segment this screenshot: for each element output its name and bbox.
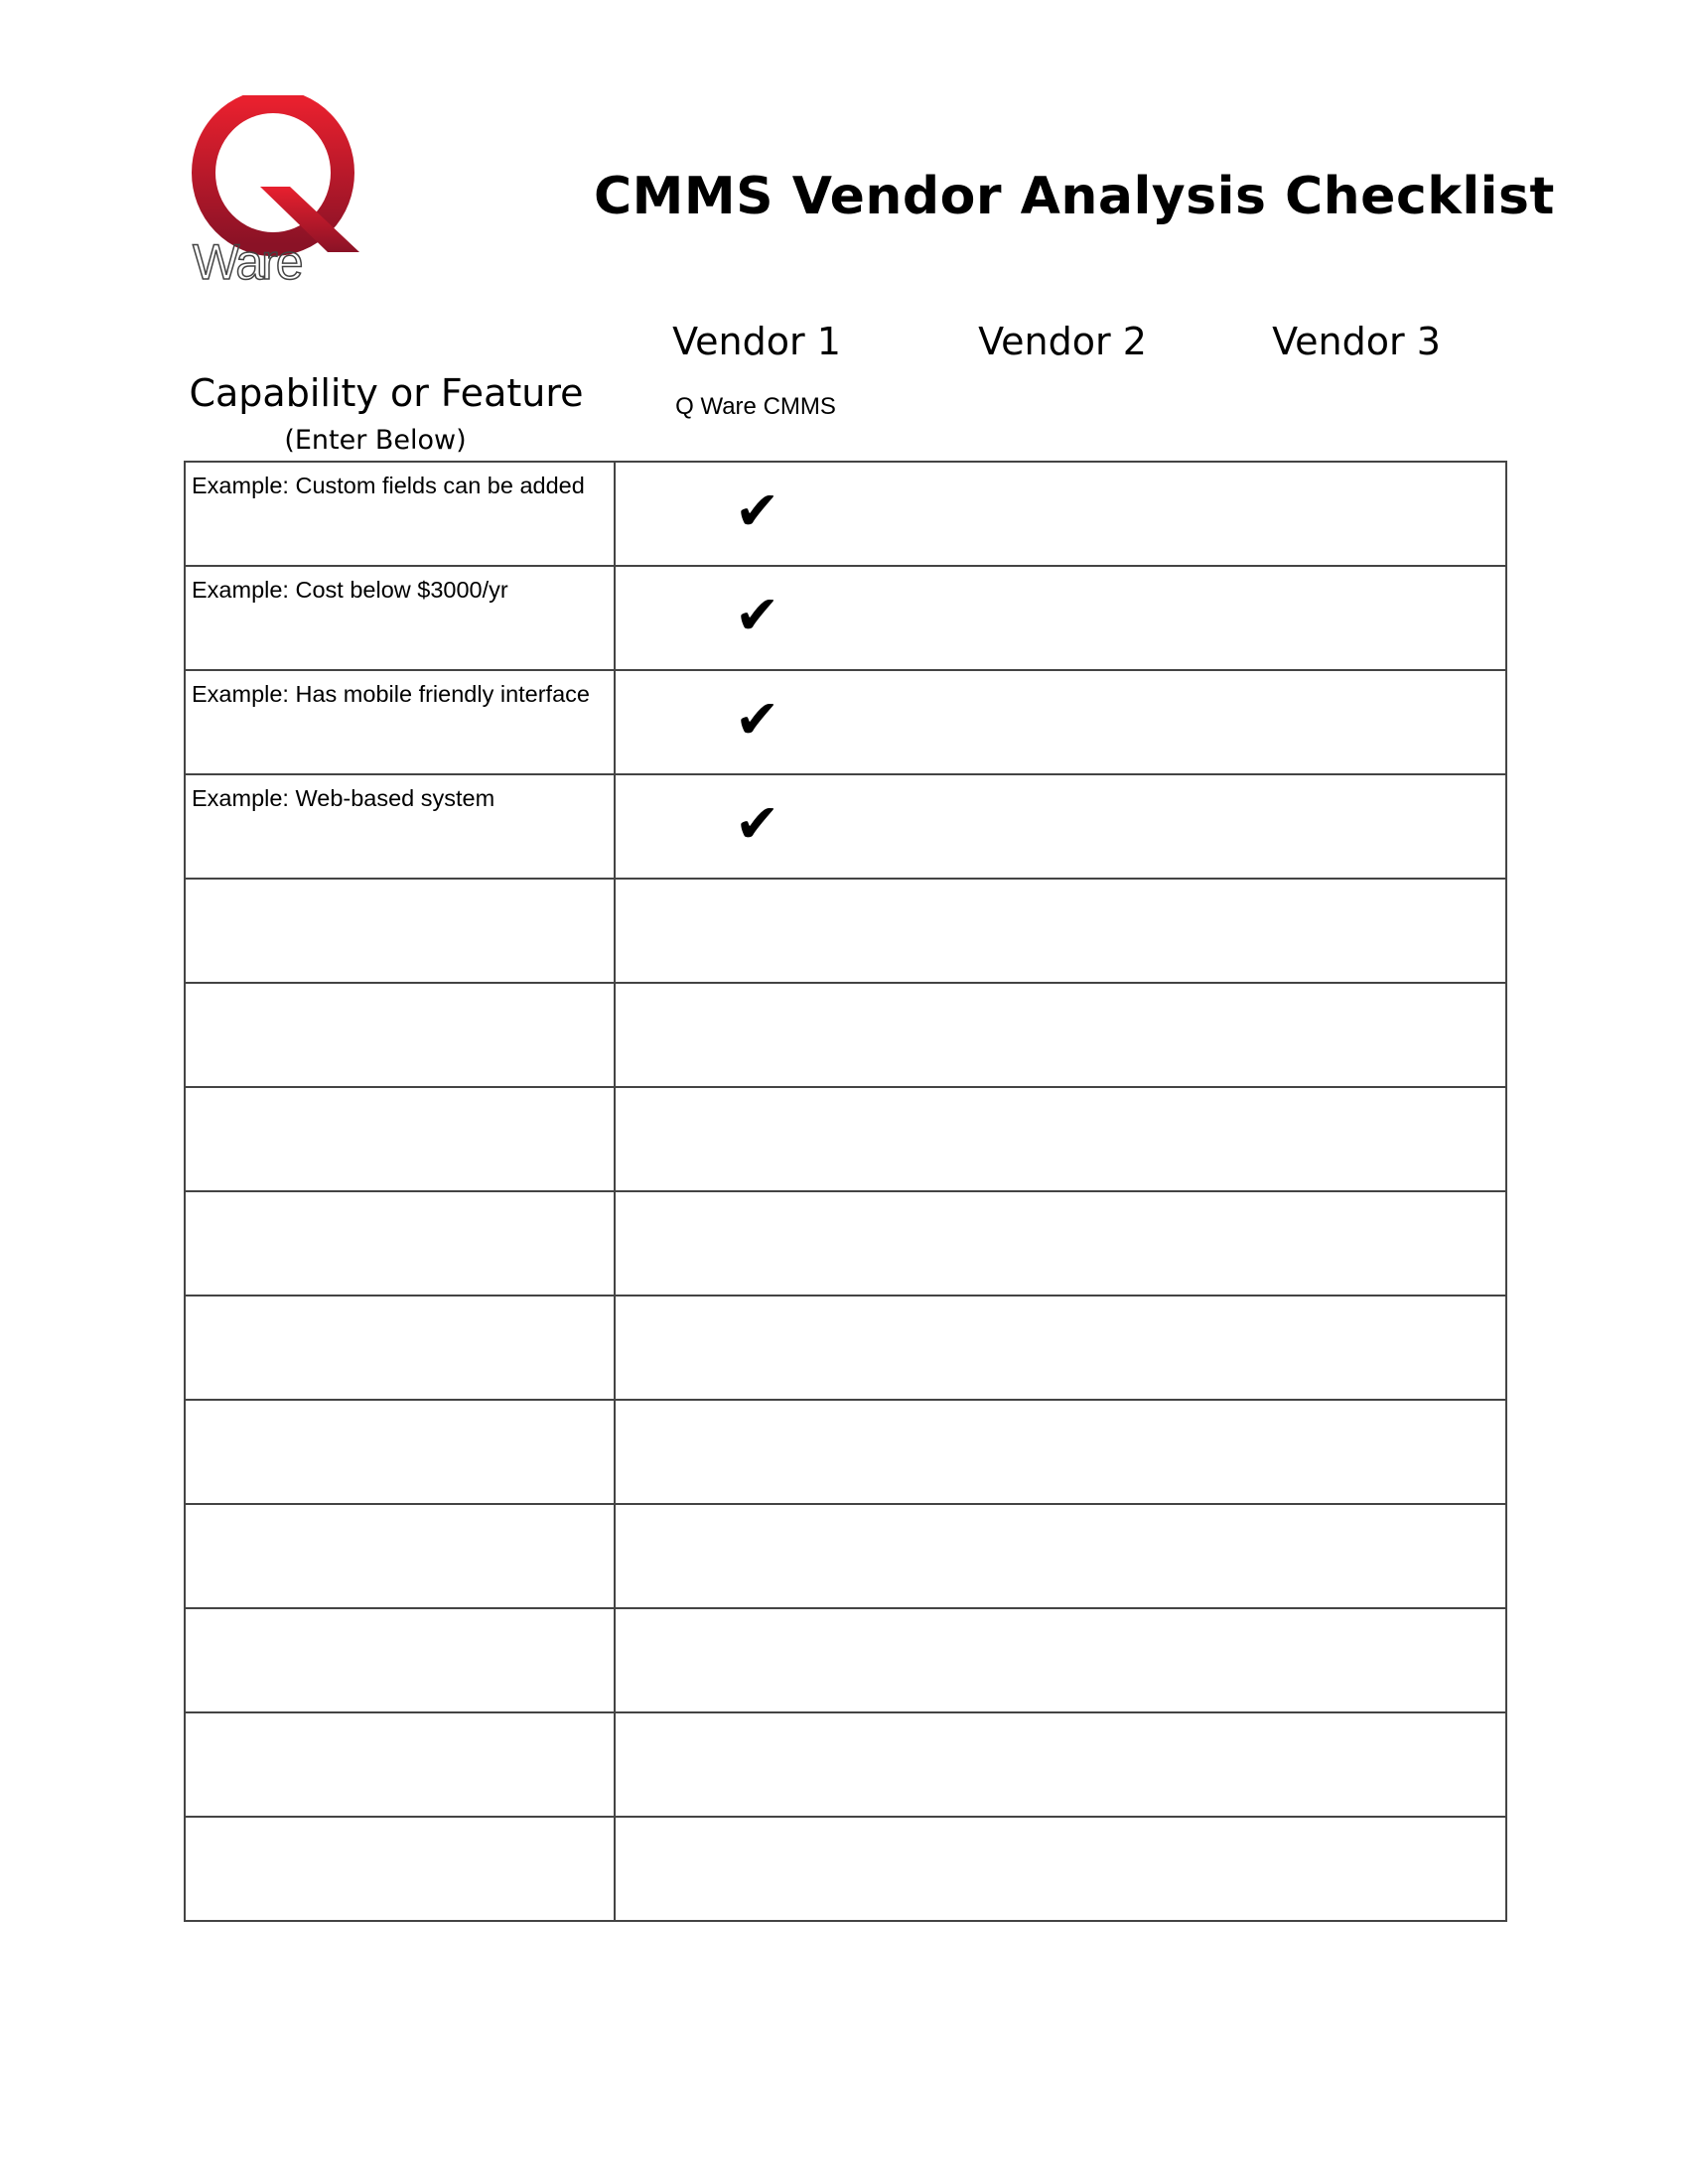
table-row [185,566,1506,670]
table-row [185,1504,1506,1608]
feature-cell[interactable]: Example: Has mobile friendly interface [185,670,615,774]
svg-text:Ware: Ware [193,234,302,284]
feature-cell[interactable] [185,1191,615,1296]
vendor-cell[interactable] [615,1817,1506,1921]
feature-cell[interactable] [185,1400,615,1504]
feature-cell[interactable] [185,983,615,1087]
vendor-3-header: Vendor 3 [1272,320,1441,363]
table-row [185,1296,1506,1400]
feature-cell[interactable] [185,1296,615,1400]
table-row [185,1087,1506,1191]
checkmark-icon: ✔ [735,688,780,751]
vendor-cell[interactable] [615,1712,1506,1817]
vendor-2-header: Vendor 2 [978,320,1147,363]
vendor-cell[interactable] [615,1191,1506,1296]
vendor-cell[interactable] [615,1400,1506,1504]
feature-cell[interactable]: Example: Cost below $3000/yr [185,566,615,670]
vendor-cell[interactable] [615,670,1506,774]
table-row [185,1400,1506,1504]
feature-cell[interactable] [185,1817,615,1921]
checkmark-icon: ✔ [735,792,780,855]
feature-column-header: Capability or Feature [189,371,584,415]
table-row [185,774,1506,879]
table-row [185,879,1506,983]
table-row [185,1712,1506,1817]
feature-column-hint: (Enter Below) [284,425,467,456]
checkmark-icon: ✔ [735,584,780,646]
vendor-1-header: Vendor 1 [672,320,841,363]
feature-cell[interactable] [185,1087,615,1191]
vendor-cell[interactable] [615,1087,1506,1191]
vendor-cell[interactable] [615,983,1506,1087]
table-row [185,1817,1506,1921]
vendor-cell[interactable] [615,566,1506,670]
vendor-cell[interactable] [615,879,1506,983]
vendor-1-name: Q Ware CMMS [675,393,836,420]
feature-cell[interactable]: Example: Custom fields can be added [185,462,615,566]
page-title: CMMS Vendor Analysis Checklist [594,167,1555,226]
table-row [185,983,1506,1087]
checklist-table [184,461,1507,1922]
feature-cell[interactable] [185,1712,615,1817]
vendor-cell[interactable] [615,1608,1506,1712]
vendor-cell[interactable] [615,1504,1506,1608]
vendor-cell[interactable] [615,462,1506,566]
table-row [185,462,1506,566]
qware-logo [191,95,361,284]
feature-cell[interactable] [185,1608,615,1712]
vendor-cell[interactable] [615,1296,1506,1400]
feature-cell[interactable]: Example: Web-based system [185,774,615,879]
feature-cell[interactable] [185,879,615,983]
checkmark-icon: ✔ [735,479,780,542]
vendor-cell[interactable] [615,774,1506,879]
table-row [185,1191,1506,1296]
feature-cell[interactable] [185,1504,615,1608]
table-row [185,1608,1506,1712]
table-row [185,670,1506,774]
